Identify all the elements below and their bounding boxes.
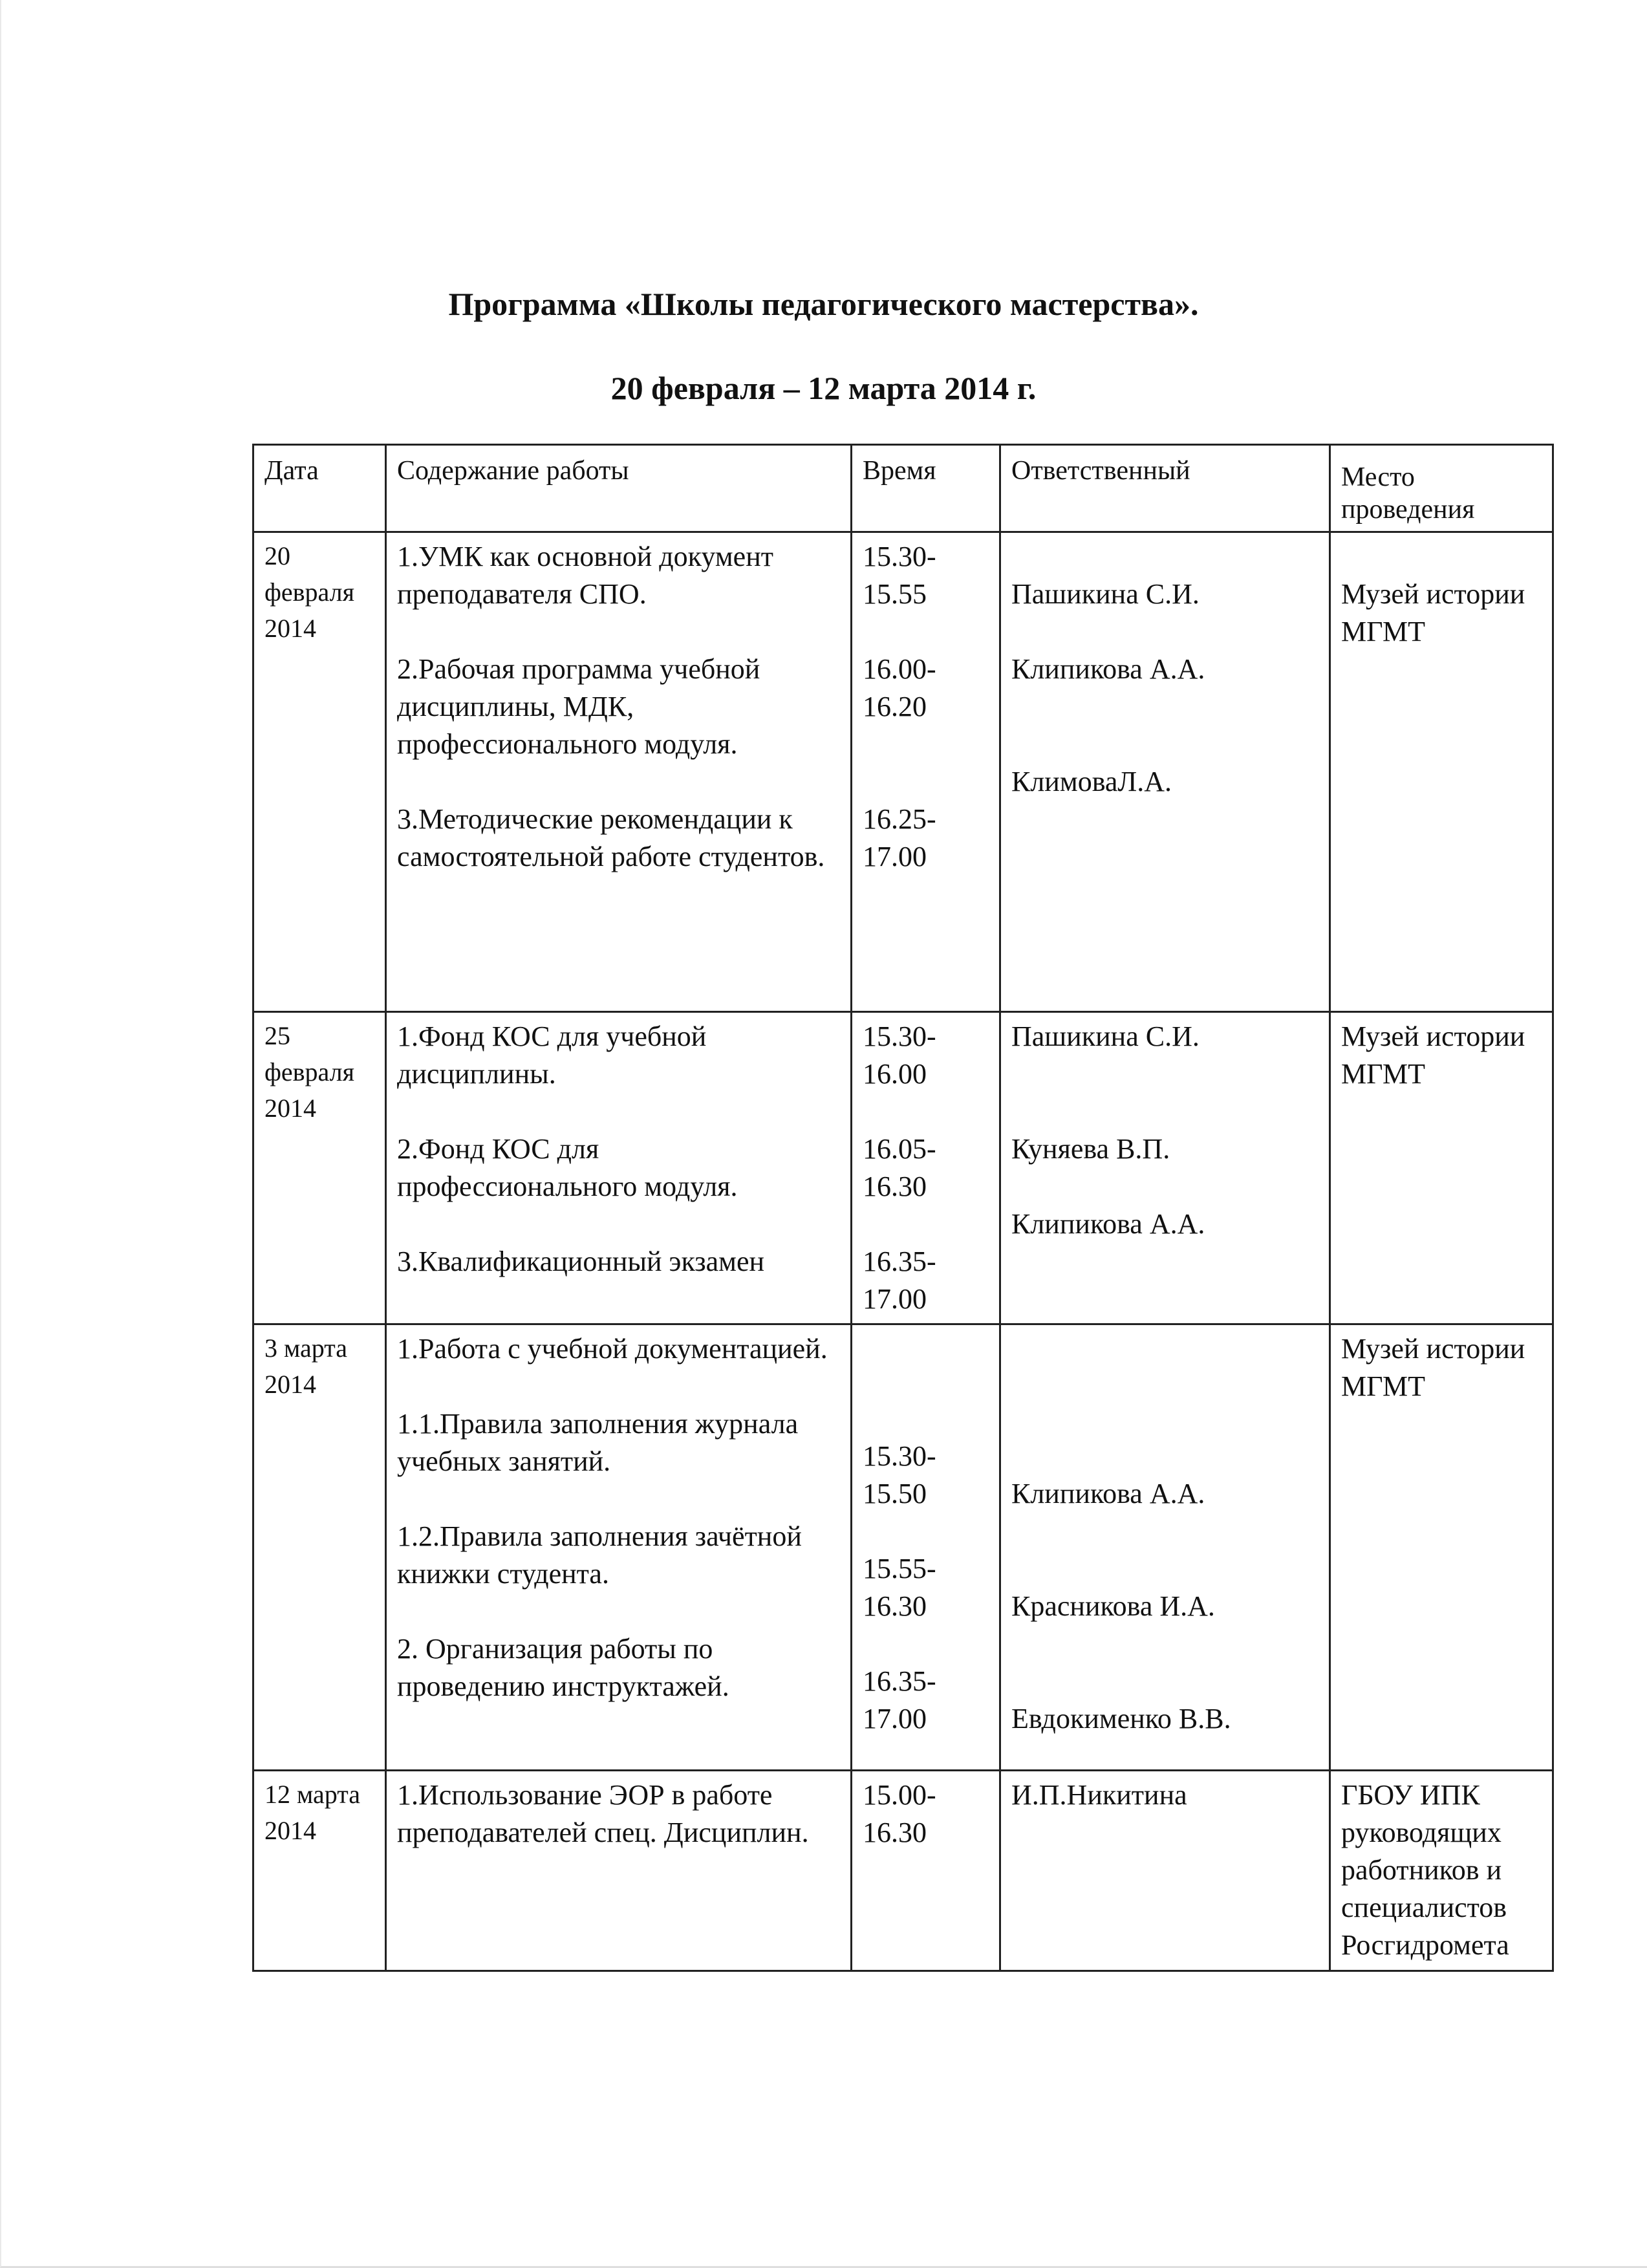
responsible-person: Пашикина С.И. [1011, 1021, 1200, 1052]
time-slot: 16.35- 17.00 [863, 1246, 936, 1315]
table-row [253, 1324, 1553, 1771]
time-slot: 15.55- 16.30 [863, 1553, 936, 1622]
content-item: 1.Использование ЭОР в работе преподавателей спец. Дисциплин. [397, 1779, 809, 1848]
responsible-person: Пашикина С.И. [1011, 578, 1200, 610]
content-item: 1.УМК как основной документ преподавателя СПО. [397, 541, 773, 610]
time-slot: 16.35- 17.00 [863, 1665, 936, 1734]
header-date: Дата [253, 445, 386, 532]
content-item: 1.1.Правила заполнения журнала учебных занятий. [397, 1408, 799, 1477]
row-place: Музей истории МГМТ [1330, 1012, 1553, 1324]
content-item: 2. Организация работы по проведению инструктажей. [397, 1633, 729, 1702]
time-slot: 15.30- 15.55 [863, 541, 936, 610]
row-time [852, 1324, 1000, 1771]
time-slot: 15.30- 15.50 [863, 1440, 936, 1509]
content-item: 3.Квалификационный экзамен [397, 1246, 765, 1277]
content-item: 1.2.Правила заполнения зачётной книжки студента. [397, 1520, 802, 1590]
row-content [386, 1771, 852, 1971]
responsible-person: Клипикова А.А. [1011, 653, 1205, 685]
row-responsible [1000, 1324, 1330, 1771]
responsible-person: Красникова И.А. [1011, 1590, 1215, 1622]
row-place: Музей истории МГМТ [1330, 532, 1553, 1012]
table-row [253, 1771, 1553, 1971]
time-slot: 16.25- 17.00 [863, 803, 936, 872]
row-time [852, 532, 1000, 1012]
responsible-person: КлимоваЛ.А. [1011, 766, 1172, 797]
responsible-person: И.П.Никитина [1011, 1779, 1187, 1811]
header-content: Содержание работы [386, 445, 852, 532]
content-item: 1.Работа с учебной документацией. [397, 1333, 828, 1365]
row-responsible [1000, 1771, 1330, 1971]
program-table [252, 444, 1554, 1972]
responsible-person: Куняева В.П. [1011, 1133, 1170, 1165]
row-date: 12 марта 2014 [253, 1771, 386, 1971]
row-time [852, 1012, 1000, 1324]
row-responsible [1000, 532, 1330, 1012]
content-item: 1.Фонд КОС для учебной дисциплины. [397, 1021, 707, 1090]
time-slot: 15.30- 16.00 [863, 1021, 936, 1090]
row-responsible [1000, 1012, 1330, 1324]
time-slot: 15.00- 16.30 [863, 1779, 936, 1848]
header-time: Время [852, 445, 1000, 532]
content-item: 3.Методические рекомендации к самостоятельной работе студентов. [397, 803, 825, 872]
row-place: Музей истории МГМТ [1330, 1324, 1553, 1771]
header-place: Место проведения [1330, 445, 1553, 532]
row-date: 3 марта 2014 [253, 1324, 386, 1771]
responsible-person: Евдокименко В.В. [1011, 1703, 1231, 1734]
table-row [253, 1012, 1553, 1324]
document-subtitle: 20 февраля – 12 марта 2014 г. [610, 370, 1037, 406]
content-item: 2.Фонд КОС для профессионального модуля. [397, 1133, 738, 1202]
row-content [386, 1012, 852, 1324]
row-content [386, 1324, 852, 1771]
header-responsible: Ответственный [1000, 445, 1330, 532]
document-title: Программа «Школы педагогического мастерства». [448, 286, 1199, 322]
row-content [386, 532, 852, 1012]
time-slot: 16.00- 16.20 [863, 653, 936, 722]
content-item: 2.Рабочая программа учебной дисциплины, МДК, профессионального модуля. [397, 653, 760, 760]
row-time [852, 1771, 1000, 1971]
responsible-person: Клипикова А.А. [1011, 1478, 1205, 1509]
row-date: 20 февраля 2014 [253, 532, 386, 1012]
row-place: ГБОУ ИПК руководящих работников и специалистов Росгидромета [1330, 1771, 1553, 1971]
table-row [253, 532, 1553, 1012]
row-date: 25 февраля 2014 [253, 1012, 386, 1324]
table-header-row [253, 445, 1553, 532]
time-slot: 16.05- 16.30 [863, 1133, 936, 1202]
responsible-person: Клипикова А.А. [1011, 1208, 1205, 1240]
